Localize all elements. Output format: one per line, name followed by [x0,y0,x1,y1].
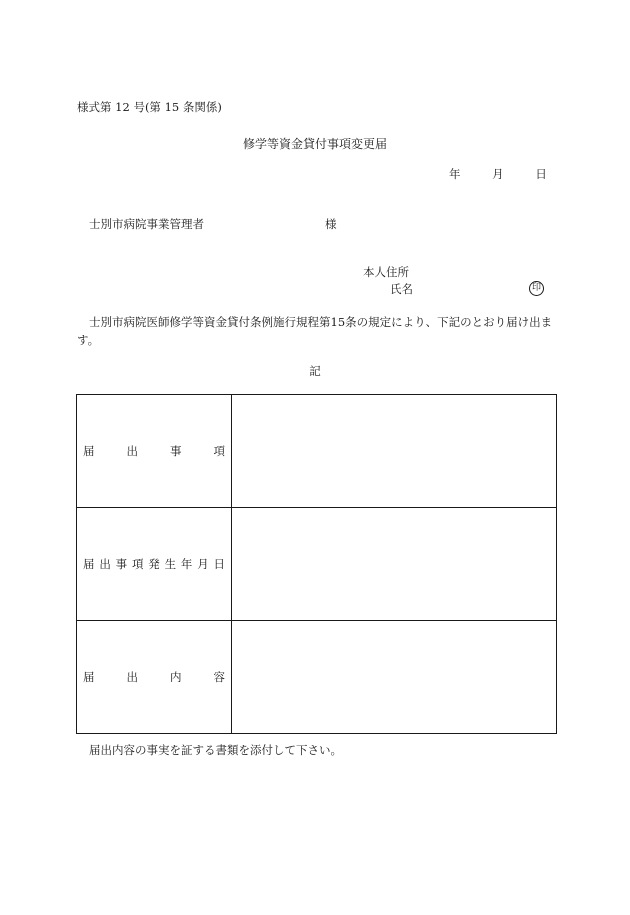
label-char: 出 [99,557,111,571]
label-char: 内 [170,670,182,684]
occurrence-date-field[interactable] [231,508,556,620]
label-char: 届 [83,557,95,571]
label-char: 事 [115,557,128,571]
notification-item-field[interactable] [231,395,556,507]
row-label-notification-content [83,621,225,733]
ki-heading: 記 [309,364,321,378]
date-row [449,166,547,182]
label-char: 項 [213,444,225,458]
label-char: 容 [213,670,225,684]
label-char: 出 [126,444,138,458]
name-label: 氏名 [390,282,413,296]
form-number: 様式第 12 号(第 15 条関係) [77,100,222,114]
label-char: 事 [170,444,182,458]
seal-mark: 印 [529,281,544,296]
notification-table [76,394,557,734]
label-char: 日 [213,557,225,571]
table-row [77,621,556,733]
label-char: 年 [180,557,193,571]
notification-content-field[interactable] [231,621,556,733]
table-row [77,508,556,621]
table-row [77,395,556,508]
label-char: 届 [83,444,95,458]
label-char: 項 [131,557,144,571]
row-label-occurrence-date [83,508,225,620]
form-title: 修学等資金貸付事項変更届 [242,137,387,151]
label-char: 発 [148,557,160,571]
label-char: 生 [164,557,177,571]
date-year-label: 年 [449,167,461,181]
body-text: 士別市病院医師修学等資金貸付条例施行規程第15条の規定により、下記のとおり届け出ます。 [77,315,553,347]
date-day-label: 日 [535,167,547,181]
label-char: 届 [83,670,95,684]
footnote: 届出内容の事実を証する書類を添付して下さい。 [89,743,342,757]
label-char: 出 [126,670,138,684]
row-label-notification-item [83,395,225,507]
honorific: 様 [325,217,337,231]
address-label: 本人住所 [363,265,409,279]
date-month-label: 月 [492,167,504,181]
label-char: 月 [197,557,209,571]
addressee: 士別市病院事業管理者 [89,217,204,231]
